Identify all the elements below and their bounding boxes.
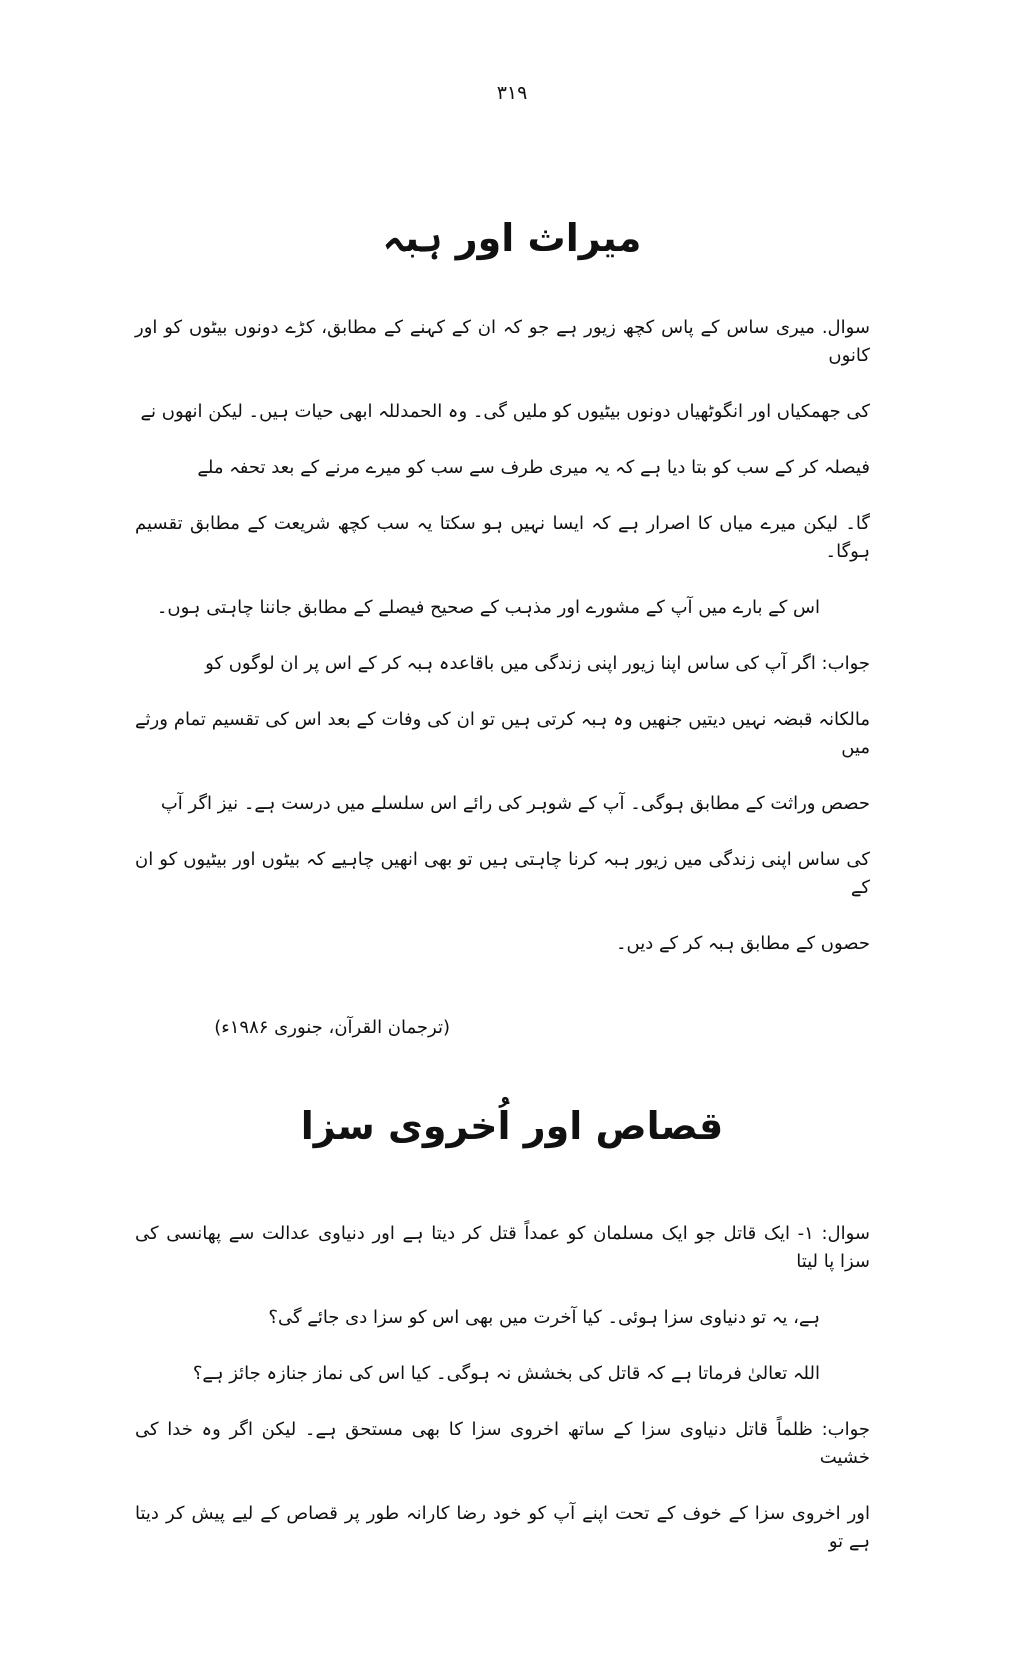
text-line: حصوں کے مطابق ہبہ کر کے دیں۔ [615,933,870,954]
text-line: حصص وراثت کے مطابق ہوگی۔ آپ کے شوہر کی رائے اس سلسلے میں درست ہے۔ نیز اگر آپ [160,793,870,814]
text-line: مالکانہ قبضہ نہیں دیتیں جنھیں وہ ہبہ کرتی ہیں تو ان کی وفات کے بعد اس کی تقسیم تمام ورثے میں [135,709,870,758]
page-number: ۳۱۹ [496,82,528,104]
text-line: گا۔ لیکن میرے میاں کا اصرار ہے کہ ایسا نہیں ہو سکتا یہ سب کچھ شریعت کے مطابق تقسیم ہوگا۔ [135,513,870,562]
citation: (ترجمان القرآن، جنوری ۱۹۸۶ء) [214,1017,450,1038]
text-line: اور اخروی سزا کے خوف کے تحت اپنے آپ کو خود رضا کارانہ طور پر قصاص کے لیے پیش کر دیتا ہے تو [135,1503,870,1552]
text-line: جواب: ظلماً قاتل دنیاوی سزا کے ساتھ اخروی سزا کا بھی مستحق ہے۔ لیکن اگر وہ خدا کی خشیت [135,1419,870,1468]
text-line: ہے، یہ تو دنیاوی سزا ہوئی۔ کیا آخرت میں بھی اس کو سزا دی جائے گی؟ [268,1307,820,1328]
section-body-qisas [135,1206,870,1570]
text-line: اس کے بارے میں آپ کے مشورے اور مذہب کے صحیح فیصلے کے مطابق جاننا چاہتی ہوں۔ [156,597,820,618]
section-body-inheritance [135,300,870,972]
text-line: جواب: اگر آپ کی ساس اپنا زیور اپنی زندگی میں باقاعدہ ہبہ کر کے اس پر ان لوگوں کو [205,653,870,674]
text-line: کی جھمکیاں اور انگوٹھیاں دونوں بیٹیوں کو ملیں گی۔ وہ الحمدللہ ابھی حیات ہیں۔ لیکن انھوں نے [140,401,870,422]
text-line: سوال: ۱- ایک قاتل جو ایک مسلمان کو عمداً قتل کر دیتا ہے اور دنیاوی عدالت سے پھانسی کی سزا پا لیتا [135,1223,871,1272]
section-title-qisas: قصاص اور اُخروی سزا [300,1104,724,1148]
text-line: فیصلہ کر کے سب کو بتا دیا ہے کہ یہ میری طرف سے سب کو میرے مرنے کے بعد تحفہ ملے [197,457,870,478]
text-line: اللہ تعالیٰ فرماتا ہے کہ قاتل کی بخشش نہ ہوگی۔ کیا اس کی نماز جنازہ جائز ہے؟ [192,1363,820,1384]
text-line: کی ساس اپنی زندگی میں زیور ہبہ کرنا چاہتی ہیں تو بھی انھیں چاہیے کہ بیٹوں اور بیٹیوں کو ان کے [135,849,870,898]
text-line: سوال. میری ساس کے پاس کچھ زیور ہے جو کہ ان کے کہنے کے مطابق، کڑے دونوں بیٹوں کو اور کانوں [135,317,870,366]
section-title-inheritance: میراث اور ہبہ [382,216,642,260]
